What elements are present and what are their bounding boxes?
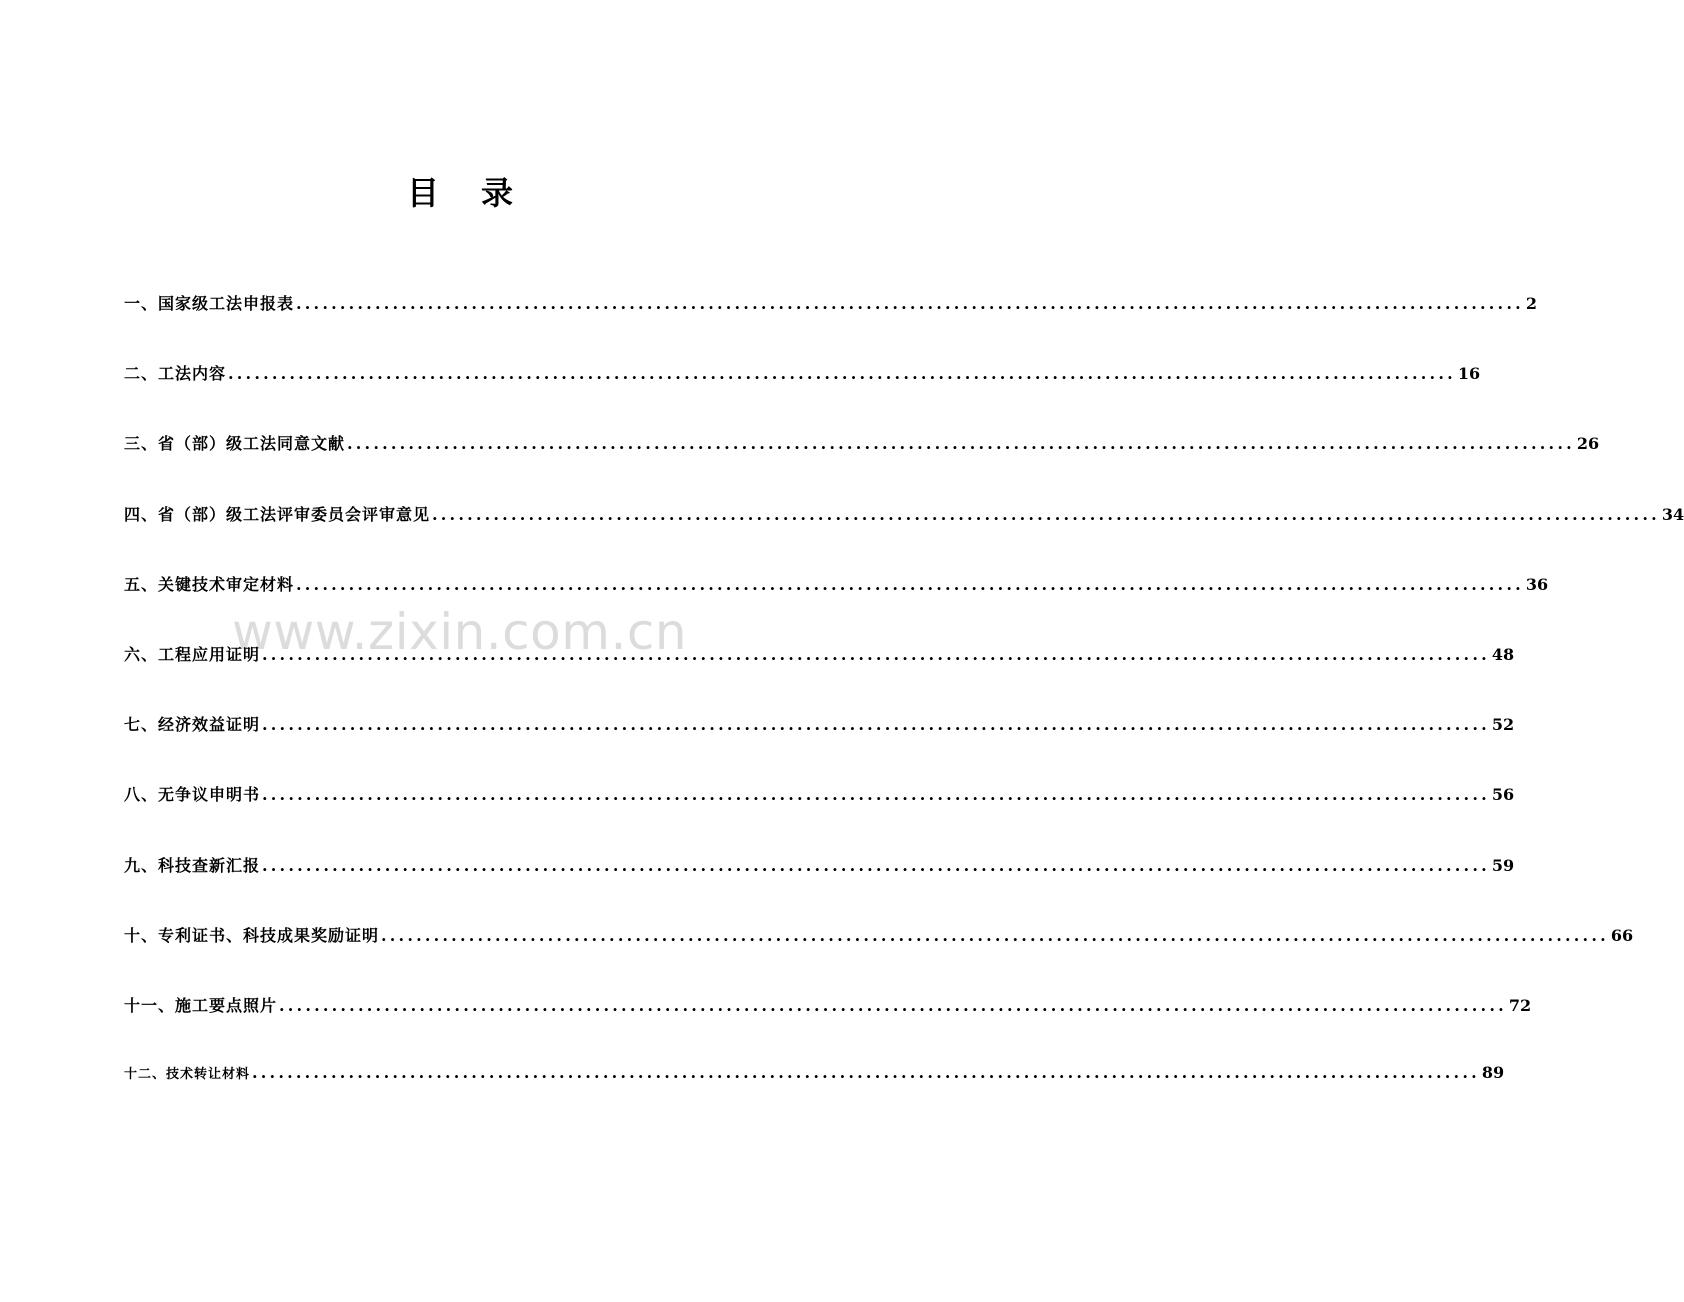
toc-entry-label: 八、无争议申明书 (124, 785, 261, 805)
toc-entry-label: 一、国家级工法申报表 (124, 294, 295, 313)
toc-dot-leader: ............................................................................................................................................ (296, 294, 1524, 313)
toc-entry[interactable] (124, 361, 1481, 391)
toc-page-number: 52 (1491, 715, 1515, 735)
toc-entry-label: 六、工程应用证明 (124, 644, 261, 664)
toc-dot-leader: ............................................................................................................................................ (228, 364, 1456, 384)
toc-page-number: 66 (1610, 925, 1634, 945)
toc-entry-label: 四、省（部）级工法评审委员会评审意见 (124, 504, 431, 524)
toc-dot-leader: ............................................................................................................................................ (262, 644, 1490, 664)
watermark: www.zixin.com.cn (232, 603, 688, 661)
toc-entry[interactable] (124, 572, 1549, 602)
toc-dot-leader: ............................................................................................................................................ (279, 995, 1507, 1015)
toc-entry[interactable] (124, 712, 1515, 742)
page-title-char-1: 目 (406, 174, 439, 212)
toc-page-number: 59 (1491, 855, 1515, 875)
toc-entry-label: 七、经济效益证明 (124, 715, 261, 735)
page-title-char-2: 录 (481, 174, 514, 212)
toc-entry-label: 十、专利证书、科技成果奖励证明 (124, 925, 380, 945)
toc-page-number: 2 (1525, 294, 1537, 313)
toc-page-number: 16 (1457, 364, 1481, 384)
toc-dot-leader: ............................................................................................................................................ (262, 855, 1490, 875)
toc-entry-label: 十一、施工要点照片 (124, 995, 278, 1015)
toc-dot-leader: ............................................................................................................................................ (252, 1063, 1480, 1083)
toc-entry-label: 十二、技术转让材料 (124, 1067, 251, 1083)
toc-entry[interactable] (124, 642, 1515, 672)
toc-entry[interactable] (124, 502, 1684, 532)
table-of-contents (124, 291, 1684, 1133)
toc-entry[interactable] (124, 291, 1537, 321)
toc-dot-leader: ............................................................................................................................................ (381, 925, 1609, 945)
toc-entry[interactable] (124, 431, 1600, 461)
toc-dot-leader: ............................................................................................................................................ (432, 504, 1660, 524)
toc-entry[interactable] (124, 1063, 1505, 1093)
toc-dot-leader: ............................................................................................................................................ (296, 574, 1524, 594)
toc-entry[interactable] (124, 782, 1515, 812)
toc-dot-leader: ............................................................................................................................................ (347, 434, 1575, 454)
toc-entry-label: 九、科技查新汇报 (124, 855, 261, 875)
toc-page-number: 72 (1508, 995, 1532, 1015)
toc-page-number: 89 (1481, 1063, 1505, 1083)
toc-dot-leader: ............................................................................................................................................ (262, 785, 1490, 805)
toc-page-number: 26 (1576, 434, 1600, 454)
toc-entry[interactable] (124, 993, 1532, 1023)
toc-entry-label: 三、省（部）级工法同意文献 (124, 434, 346, 454)
toc-entry-label: 五、关键技术审定材料 (124, 574, 295, 594)
toc-page-number: 48 (1491, 644, 1515, 664)
toc-page-number: 34 (1661, 504, 1684, 524)
toc-page-number: 36 (1525, 574, 1549, 594)
page-title (0, 168, 920, 214)
toc-dot-leader: ............................................................................................................................................ (262, 715, 1490, 735)
toc-entry-label: 二、工法内容 (124, 364, 227, 384)
toc-entry[interactable] (124, 923, 1634, 953)
toc-entry[interactable] (124, 853, 1515, 883)
toc-page-number: 56 (1491, 785, 1515, 805)
